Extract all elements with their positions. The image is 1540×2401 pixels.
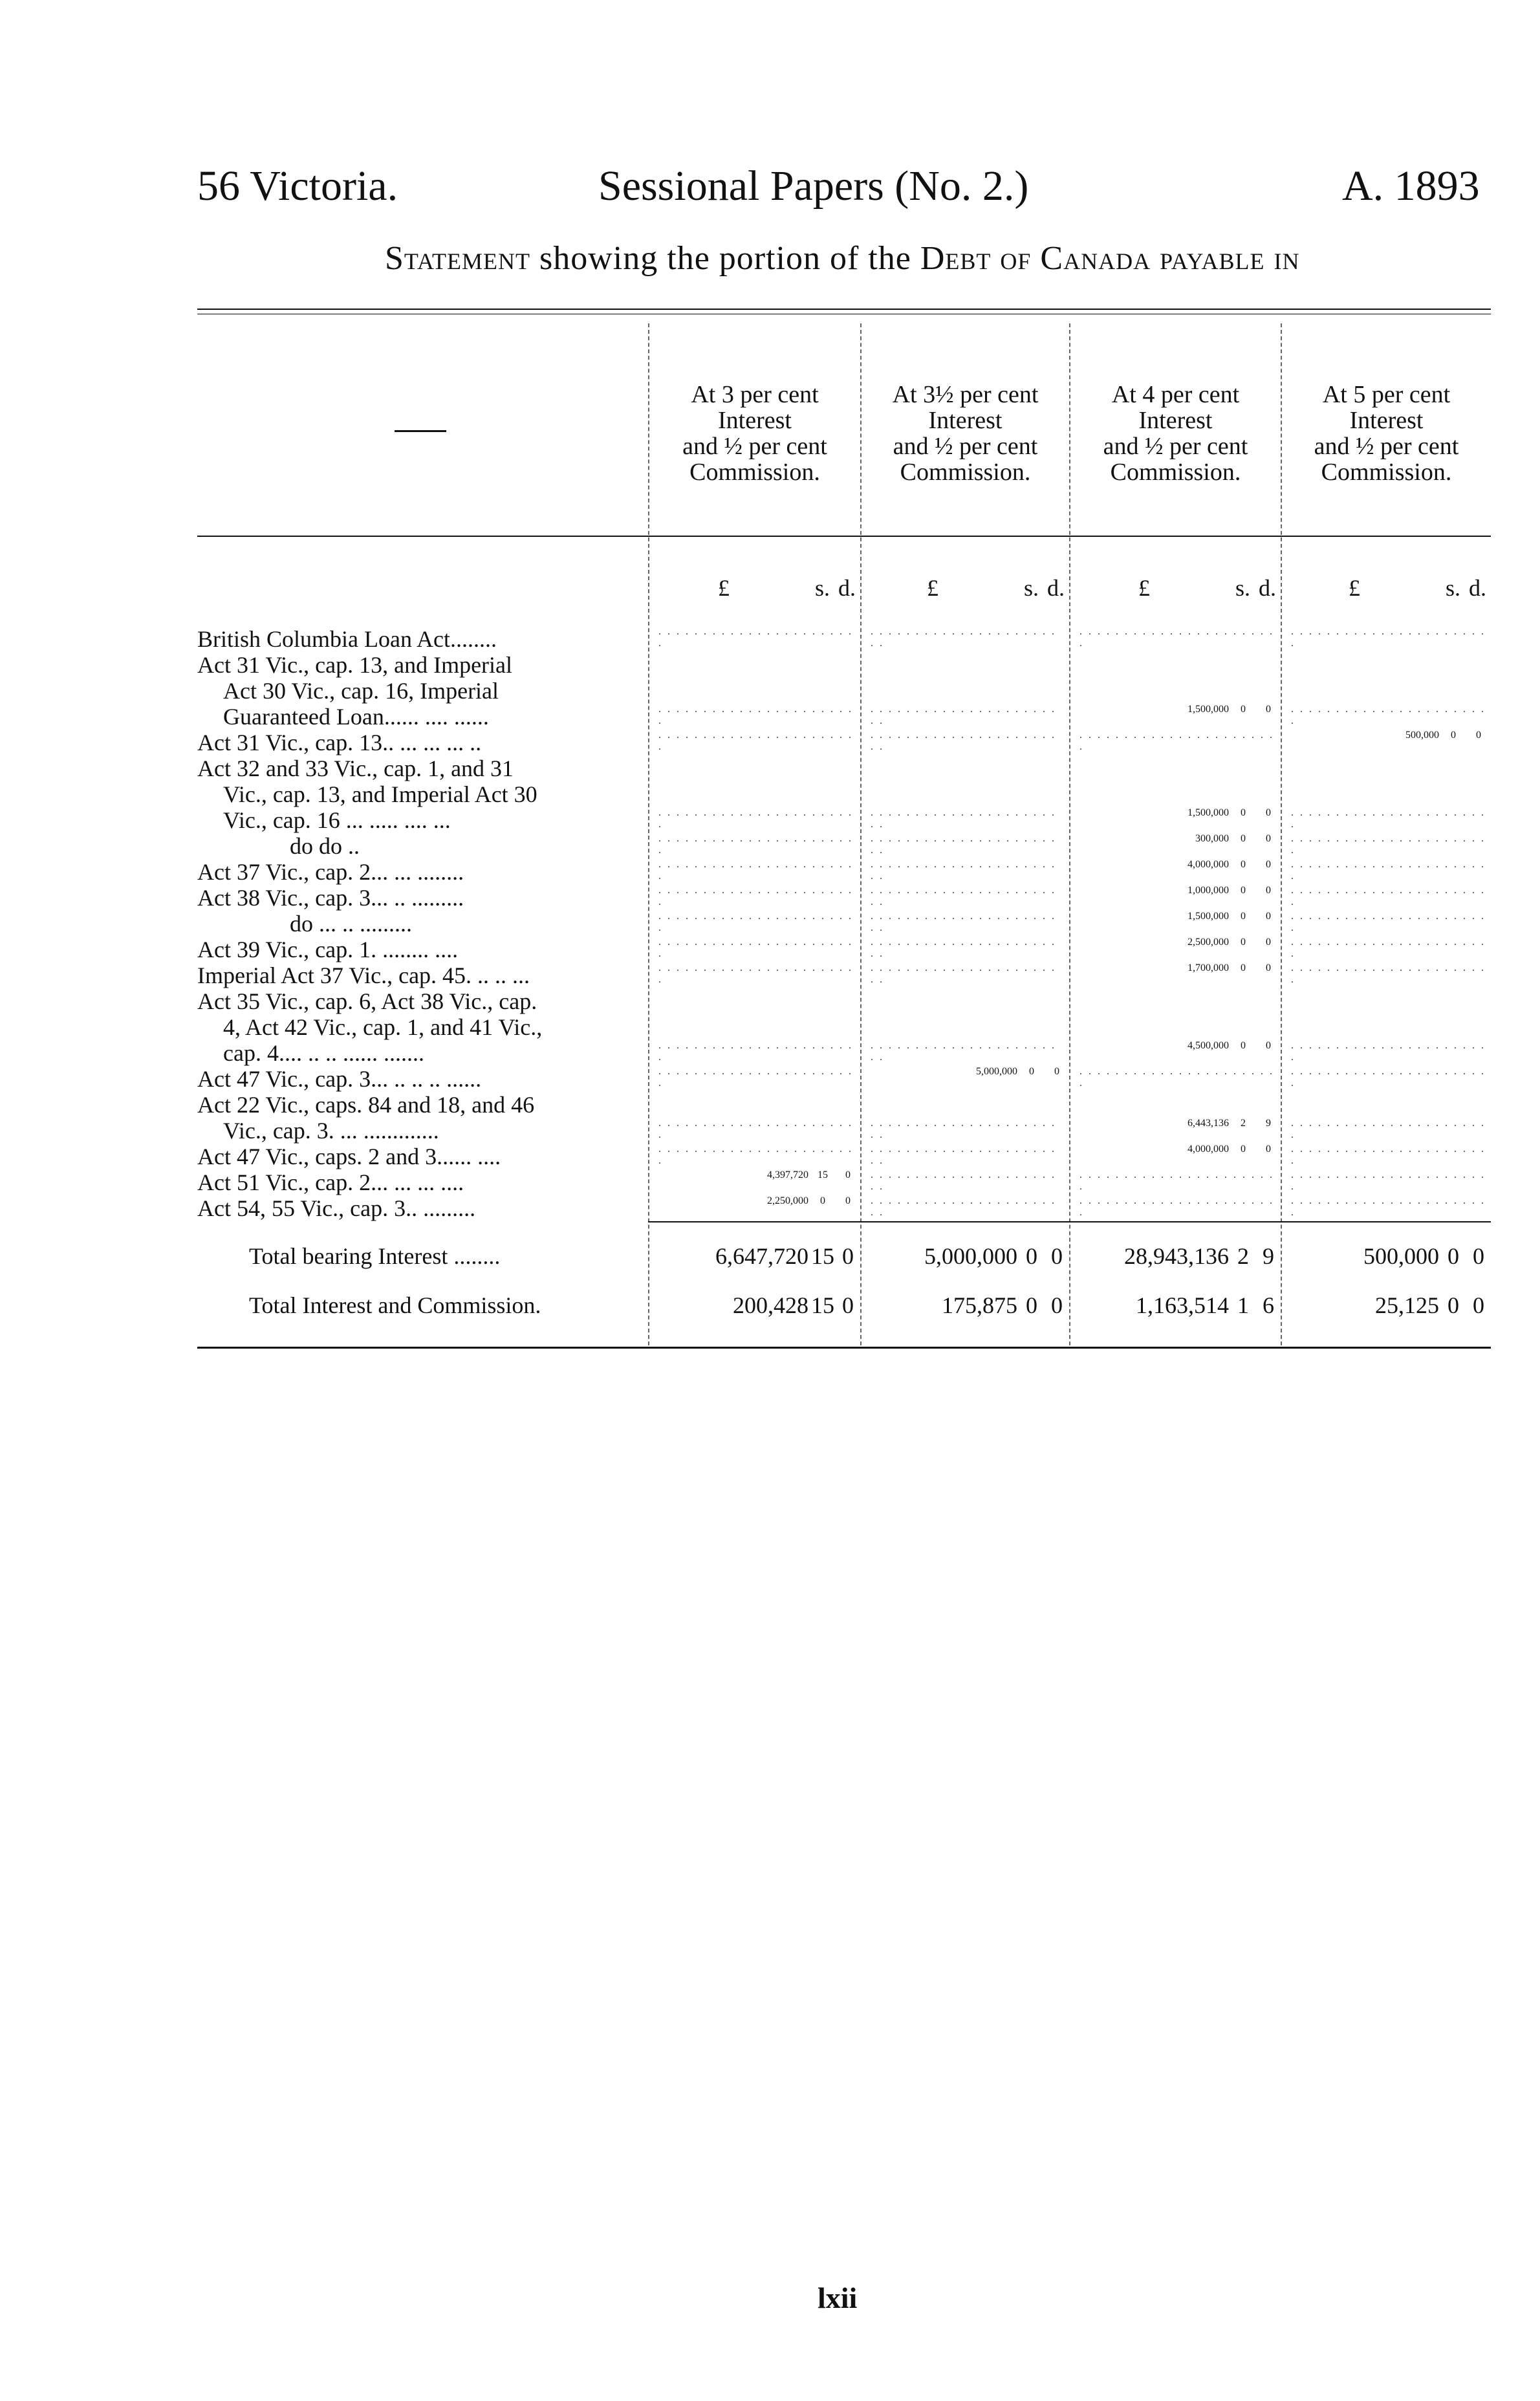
amount-cell xyxy=(1070,1292,1281,1318)
head-rule xyxy=(197,536,1491,537)
row-label: Vic., cap. 3. ... ............. xyxy=(223,1118,439,1144)
column-heading-line: Interest xyxy=(1349,407,1424,434)
pence-value: 0 xyxy=(1266,833,1271,844)
row-label: Act 51 Vic., cap. 2... ... ... .... xyxy=(197,1169,464,1195)
leader-dots: . . . . . . . . . . . . . . . . . . . . . . . xyxy=(658,962,853,985)
dotted-leader xyxy=(862,859,1069,885)
row-label: British Columbia Loan Act........ xyxy=(197,626,497,652)
shillings-value: 0 xyxy=(820,1195,825,1206)
dotted-leader xyxy=(1070,1195,1281,1221)
row-label: cap. 4.... .. .. ...... ....... xyxy=(223,1040,424,1066)
dotted-leader xyxy=(1282,1066,1491,1092)
shillings-value: 2 xyxy=(1237,1243,1249,1269)
pounds-value: 5,000,000 xyxy=(976,1066,1017,1077)
amount-cell xyxy=(1070,807,1281,833)
pence-value: 6 xyxy=(1263,1292,1274,1318)
pounds-value: 300,000 xyxy=(1195,833,1229,844)
dotted-leader xyxy=(649,962,860,988)
shillings-value: 15 xyxy=(811,1243,834,1269)
leader-dots: . . . . . . . . . . . . . . . . . . . . . . . xyxy=(1079,1195,1274,1218)
pence-value: 0 xyxy=(842,1292,854,1318)
pence-value: 0 xyxy=(1266,911,1271,922)
leader-dots: . . . . . . . . . . . . . . . . . . . . . . . xyxy=(871,937,1056,959)
pound-unit: £ xyxy=(718,575,730,601)
pounds-value: 4,397,720 xyxy=(767,1169,808,1180)
dotted-leader xyxy=(649,807,860,833)
row-label: 4, Act 42 Vic., cap. 1, and 41 Vic., xyxy=(223,1014,543,1040)
leader-dots: . . . . . . . . . . . . . . . . . . . . . . . xyxy=(871,885,1056,907)
leader-dots: . . . . . . . . . . . . . . . . . . . . . . . xyxy=(1291,1169,1486,1192)
dotted-leader xyxy=(862,885,1069,911)
dotted-leader xyxy=(1282,937,1491,962)
pounds-value: 2,500,000 xyxy=(1188,937,1229,948)
amount-cell xyxy=(862,1243,1069,1269)
pounds-value: 175,875 xyxy=(942,1292,1017,1318)
pence-value: 0 xyxy=(845,1169,851,1180)
shilling-unit: s. xyxy=(815,575,830,601)
amount-cell xyxy=(1070,833,1281,859)
row-label: Act 31 Vic., cap. 13, and Imperial xyxy=(197,652,513,678)
amount-cell xyxy=(1070,937,1281,962)
leader-dots: . . . . . . . . . . . . . . . . . . . . . . . xyxy=(871,807,1056,830)
dotted-leader xyxy=(862,833,1069,859)
shillings-value: 0 xyxy=(1241,807,1246,818)
shillings-value: 0 xyxy=(1241,833,1246,844)
dotted-leader xyxy=(1282,807,1491,833)
pounds-value: 6,647,720 xyxy=(715,1243,808,1269)
pounds-value: 500,000 xyxy=(1405,730,1439,741)
leader-dots: . . . . . . . . . . . . . . . . . . . . . . . xyxy=(1291,911,1486,933)
dotted-leader xyxy=(649,626,860,652)
amount-cell xyxy=(1070,911,1281,937)
pence-unit: d. xyxy=(1047,575,1065,601)
shillings-value: 0 xyxy=(1029,1066,1034,1077)
statement-mid: showing the portion of the xyxy=(530,240,920,277)
dotted-leader xyxy=(1282,704,1491,730)
shillings-value: 0 xyxy=(1241,1144,1246,1155)
pence-unit: d. xyxy=(838,575,856,601)
pounds-value: 5,000,000 xyxy=(924,1243,1017,1269)
dotted-leader xyxy=(649,730,860,755)
amount-cell xyxy=(1070,1040,1281,1066)
amount-cell xyxy=(1070,1118,1281,1144)
leader-dots: . . . . . . . . . . . . . . . . . . . . . . . xyxy=(871,1144,1056,1166)
leader-dots: . . . . . . . . . . . . . . . . . . . . . . . xyxy=(871,1195,1056,1218)
header-year: A. 1893 xyxy=(1342,162,1480,210)
leader-dots: . . . . . . . . . . . . . . . . . . . . . . . xyxy=(658,885,853,907)
row-label: Imperial Act 37 Vic., cap. 45. .. .. ... xyxy=(197,962,530,988)
leader-dots: . . . . . . . . . . . . . . . . . . . . . . . xyxy=(871,1040,1056,1063)
pounds-value: 4,000,000 xyxy=(1188,1144,1229,1155)
amount-cell xyxy=(649,1195,860,1221)
amount-cell xyxy=(1070,885,1281,911)
statement-title xyxy=(385,239,1299,277)
pounds-value: 6,443,136 xyxy=(1188,1118,1229,1129)
leader-dots: . . . . . . . . . . . . . . . . . . . . . . . xyxy=(1291,833,1486,856)
pence-value: 0 xyxy=(1266,704,1271,715)
top-rule xyxy=(197,309,1491,310)
row-label: Act 39 Vic., cap. 1. ........ .... xyxy=(197,937,459,962)
row-label: do ... .. ......... xyxy=(290,911,412,937)
leader-dots: . . . . . . . . . . . . . . . . . . . . . . . xyxy=(658,833,853,856)
dotted-leader xyxy=(649,859,860,885)
dotted-leader xyxy=(649,1144,860,1169)
leader-dots: . . . . . . . . . . . . . . . . . . . . . . . xyxy=(1291,885,1486,907)
row-label: Act 35 Vic., cap. 6, Act 38 Vic., cap. xyxy=(197,988,537,1014)
shillings-value: 2 xyxy=(1241,1118,1246,1129)
amount-cell xyxy=(1070,1144,1281,1169)
shillings-value: 0 xyxy=(1241,885,1246,896)
leader-dots: . . . . . . . . . . . . . . . . . . . . . . . xyxy=(658,704,853,726)
leader-dots: . . . . . . . . . . . . . . . . . . . . . . . xyxy=(1291,1195,1486,1218)
shilling-unit: s. xyxy=(1235,575,1251,601)
header-session: 56 Victoria. xyxy=(197,162,398,210)
column-heading-2 xyxy=(862,382,1069,485)
column-heading-line: and ½ per cent xyxy=(1103,433,1248,460)
pence-value: 0 xyxy=(1266,1040,1271,1051)
pence-value: 0 xyxy=(1473,1243,1484,1269)
dotted-leader xyxy=(862,911,1069,937)
dotted-leader xyxy=(1282,626,1491,652)
leader-dots: . . . . . . . . . . . . . . . . . . . . . . . xyxy=(871,626,1056,649)
pence-value: 0 xyxy=(1266,937,1271,948)
shillings-value: 0 xyxy=(1448,1243,1459,1269)
leader-dots: . . . . . . . . . . . . . . . . . . . . . . . xyxy=(658,730,853,752)
leader-dots: . . . . . . . . . . . . . . . . . . . . . . . xyxy=(871,704,1056,726)
pence-value: 9 xyxy=(1263,1243,1274,1269)
pence-value: 9 xyxy=(1266,1118,1271,1129)
pence-value: 0 xyxy=(842,1243,854,1269)
dotted-leader xyxy=(1070,730,1281,755)
column-heading-4 xyxy=(1282,382,1491,485)
column-heading-line: Interest xyxy=(1138,407,1213,434)
pence-value: 0 xyxy=(1476,730,1481,741)
dotted-leader xyxy=(649,1040,860,1066)
column-heading-line: and ½ per cent xyxy=(1314,433,1459,460)
row-label: Act 54, 55 Vic., cap. 3.. ......... xyxy=(197,1195,476,1221)
pence-value: 0 xyxy=(1054,1066,1059,1077)
pence-value: 0 xyxy=(1051,1243,1063,1269)
dotted-leader xyxy=(1282,833,1491,859)
shillings-value: 15 xyxy=(811,1292,834,1318)
pence-value: 0 xyxy=(1051,1292,1063,1318)
dotted-leader xyxy=(649,885,860,911)
pounds-value: 1,000,000 xyxy=(1188,885,1229,896)
shillings-value: 0 xyxy=(1241,937,1246,948)
body-end-rule xyxy=(648,1221,1491,1222)
shillings-value: 15 xyxy=(818,1169,828,1180)
dotted-leader xyxy=(1282,859,1491,885)
pence-value: 0 xyxy=(1266,859,1271,870)
shillings-value: 0 xyxy=(1241,704,1246,715)
amount-cell xyxy=(862,1292,1069,1318)
leader-dots: . . . . . . . . . . . . . . . . . . . . . . . xyxy=(658,1144,853,1166)
column-heading-line: and ½ per cent xyxy=(682,433,827,460)
dotted-leader xyxy=(862,1169,1069,1195)
row-label: Act 47 Vic., caps. 2 and 3...... .... xyxy=(197,1144,501,1169)
dotted-leader xyxy=(1282,885,1491,911)
pence-unit: d. xyxy=(1259,575,1276,601)
leader-dots: . . . . . . . . . . . . . . . . . . . . . . . xyxy=(658,1040,853,1063)
dotted-leader xyxy=(862,1118,1069,1144)
leader-dots: . . . . . . . . . . . . . . . . . . . . . . . xyxy=(658,1066,853,1089)
dotted-leader xyxy=(1282,1169,1491,1195)
stub-heading-dash xyxy=(395,430,446,432)
leader-dots: . . . . . . . . . . . . . . . . . . . . . . . xyxy=(658,626,853,649)
pounds-value: 500,000 xyxy=(1363,1243,1439,1269)
leader-dots: . . . . . . . . . . . . . . . . . . . . . . . xyxy=(658,807,853,830)
amount-cell xyxy=(1282,730,1491,755)
pounds-value: 28,943,136 xyxy=(1124,1243,1229,1269)
row-label: Vic., cap. 16 ... ..... .... ... xyxy=(223,807,451,833)
leader-dots: . . . . . . . . . . . . . . . . . . . . . . . xyxy=(871,859,1056,882)
dotted-leader xyxy=(862,1195,1069,1221)
amount-cell xyxy=(1282,1292,1491,1318)
row-label: Act 32 and 33 Vic., cap. 1, and 31 xyxy=(197,755,514,781)
column-heading-line: Commission. xyxy=(689,459,820,486)
statement-lead: Statement xyxy=(385,240,531,277)
pence-unit: d. xyxy=(1469,575,1486,601)
shillings-value: 0 xyxy=(1451,730,1456,741)
column-heading-line: Interest xyxy=(718,407,792,434)
total-bearing-interest-label: Total bearing Interest ........ xyxy=(249,1243,501,1269)
column-heading-line: and ½ per cent xyxy=(893,433,1038,460)
amount-cell xyxy=(649,1243,860,1269)
pence-value: 0 xyxy=(845,1195,851,1206)
pence-value: 0 xyxy=(1266,807,1271,818)
pound-unit: £ xyxy=(927,575,938,601)
row-label: Vic., cap. 13, and Imperial Act 30 xyxy=(223,781,537,807)
dotted-leader xyxy=(1282,1040,1491,1066)
amount-cell xyxy=(1070,859,1281,885)
row-label: Guaranteed Loan...... .... ...... xyxy=(223,704,489,730)
shilling-unit: s. xyxy=(1024,575,1039,601)
leader-dots: . . . . . . . . . . . . . . . . . . . . . . . xyxy=(658,937,853,959)
leader-dots: . . . . . . . . . . . . . . . . . . . . . . . xyxy=(1291,1040,1486,1063)
leader-dots: . . . . . . . . . . . . . . . . . . . . . . . xyxy=(1079,1169,1274,1192)
dotted-leader xyxy=(1282,1144,1491,1169)
row-label: Act 31 Vic., cap. 13.. ... ... ... .. xyxy=(197,730,482,755)
shillings-value: 0 xyxy=(1241,911,1246,922)
dotted-leader xyxy=(649,704,860,730)
row-label: do do .. xyxy=(290,833,360,859)
leader-dots: . . . . . . . . . . . . . . . . . . . . . . . xyxy=(658,1118,853,1140)
leader-dots: . . . . . . . . . . . . . . . . . . . . . . . xyxy=(1291,807,1486,830)
pounds-value: 1,500,000 xyxy=(1188,704,1229,715)
dotted-leader xyxy=(862,626,1069,652)
pence-value: 0 xyxy=(1266,885,1271,896)
page-folio: lxii xyxy=(818,2281,858,2314)
dotted-leader xyxy=(1282,1118,1491,1144)
leader-dots: . . . . . . . . . . . . . . . . . . . . . . . xyxy=(1079,626,1274,649)
dotted-leader xyxy=(649,937,860,962)
dotted-leader xyxy=(1282,962,1491,988)
shillings-value: 0 xyxy=(1241,962,1246,973)
column-heading-line: At 5 per cent xyxy=(1322,381,1451,408)
leader-dots: . . . . . . . . . . . . . . . . . . . . . . . xyxy=(1291,1118,1486,1140)
leader-dots: . . . . . . . . . . . . . . . . . . . . . . . xyxy=(1291,859,1486,882)
leader-dots: . . . . . . . . . . . . . . . . . . . . . . . xyxy=(658,859,853,882)
dotted-leader xyxy=(862,807,1069,833)
dotted-leader xyxy=(862,704,1069,730)
dotted-leader xyxy=(649,1066,860,1092)
leader-dots: . . . . . . . . . . . . . . . . . . . . . . . xyxy=(871,962,1056,985)
total-interest-commission-label: Total Interest and Commission. xyxy=(249,1292,541,1318)
header-title: Sessional Papers (No. 2.) xyxy=(598,162,1029,210)
dotted-leader xyxy=(1282,911,1491,937)
row-label: Act 22 Vic., caps. 84 and 18, and 46 xyxy=(197,1092,535,1118)
amount-cell xyxy=(649,1292,860,1318)
amount-cell xyxy=(1070,962,1281,988)
pounds-value: 1,700,000 xyxy=(1188,962,1229,973)
amount-cell xyxy=(862,1066,1069,1092)
leader-dots: . . . . . . . . . . . . . . . . . . . . . . . xyxy=(871,1169,1056,1192)
column-heading-3 xyxy=(1070,382,1281,485)
column-heading-line: At 4 per cent xyxy=(1111,381,1240,408)
leader-dots: . . . . . . . . . . . . . . . . . . . . . . . xyxy=(1291,962,1486,985)
pound-unit: £ xyxy=(1138,575,1150,601)
pence-value: 0 xyxy=(1473,1292,1484,1318)
shillings-value: 0 xyxy=(1448,1292,1459,1318)
pounds-value: 25,125 xyxy=(1375,1292,1439,1318)
leader-dots: . . . . . . . . . . . . . . . . . . . . . . . xyxy=(871,833,1056,856)
column-heading-line: At 3 per cent xyxy=(691,381,819,408)
dotted-leader xyxy=(1070,626,1281,652)
dotted-leader xyxy=(862,1144,1069,1169)
leader-dots: . . . . . . . . . . . . . . . . . . . . . . . xyxy=(1291,626,1486,649)
pounds-value: 2,250,000 xyxy=(767,1195,808,1206)
shillings-value: 0 xyxy=(1026,1243,1037,1269)
dotted-leader xyxy=(862,730,1069,755)
shillings-value: 0 xyxy=(1026,1292,1037,1318)
column-heading-line: Commission. xyxy=(900,459,1031,486)
shilling-unit: s. xyxy=(1446,575,1461,601)
pounds-value: 4,000,000 xyxy=(1188,859,1229,870)
amount-cell xyxy=(1070,1243,1281,1269)
amount-cell xyxy=(1282,1243,1491,1269)
shillings-value: 0 xyxy=(1241,1040,1246,1051)
pounds-value: 200,428 xyxy=(733,1292,808,1318)
pounds-value: 1,500,000 xyxy=(1188,911,1229,922)
dotted-leader xyxy=(1282,1195,1491,1221)
leader-dots: . . . . . . . . . . . . . . . . . . . . . . . xyxy=(1291,1144,1486,1166)
row-label: Act 30 Vic., cap. 16, Imperial xyxy=(223,678,499,704)
pounds-value: 1,500,000 xyxy=(1188,807,1229,818)
leader-dots: . . . . . . . . . . . . . . . . . . . . . . . xyxy=(871,730,1056,752)
leader-dots: . . . . . . . . . . . . . . . . . . . . . . . xyxy=(871,911,1056,933)
leader-dots: . . . . . . . . . . . . . . . . . . . . . . . xyxy=(1291,937,1486,959)
pound-unit: £ xyxy=(1349,575,1360,601)
bottom-rule xyxy=(197,1347,1491,1349)
amount-cell xyxy=(649,1169,860,1195)
column-heading-line: Commission. xyxy=(1110,459,1241,486)
dotted-leader xyxy=(649,911,860,937)
leader-dots: . . . . . . . . . . . . . . . . . . . . . . . xyxy=(1291,704,1486,726)
column-heading-1 xyxy=(649,382,860,485)
shillings-value: 1 xyxy=(1237,1292,1249,1318)
dotted-leader xyxy=(862,937,1069,962)
leader-dots: . . . . . . . . . . . . . . . . . . . . . . . xyxy=(1291,1066,1486,1089)
column-heading-line: At 3½ per cent xyxy=(892,381,1039,408)
dotted-leader xyxy=(649,833,860,859)
leader-dots: . . . . . . . . . . . . . . . . . . . . . . . xyxy=(871,1118,1056,1140)
amount-cell xyxy=(1070,704,1281,730)
leader-dots: . . . . . . . . . . . . . . . . . . . . . . . xyxy=(1079,1066,1274,1089)
leader-dots: . . . . . . . . . . . . . . . . . . . . . . . xyxy=(1079,730,1274,752)
row-label: Act 37 Vic., cap. 2... ... ........ xyxy=(197,859,464,885)
shillings-value: 0 xyxy=(1241,859,1246,870)
row-label: Act 38 Vic., cap. 3... .. ......... xyxy=(197,885,464,911)
dotted-leader xyxy=(1070,1066,1281,1092)
pounds-value: 1,163,514 xyxy=(1136,1292,1229,1318)
statement-debt: Debt of Canada payable in xyxy=(920,240,1300,277)
dotted-leader xyxy=(649,1118,860,1144)
pence-value: 0 xyxy=(1266,962,1271,973)
column-heading-line: Interest xyxy=(928,407,1003,434)
row-label: Act 47 Vic., cap. 3... .. .. .. ...... xyxy=(197,1066,482,1092)
leader-dots: . . . . . . . . . . . . . . . . . . . . . . . xyxy=(658,911,853,933)
pence-value: 0 xyxy=(1266,1144,1271,1155)
dotted-leader xyxy=(862,1040,1069,1066)
column-heading-line: Commission. xyxy=(1321,459,1452,486)
dotted-leader xyxy=(1070,1169,1281,1195)
pounds-value: 4,500,000 xyxy=(1188,1040,1229,1051)
dotted-leader xyxy=(862,962,1069,988)
